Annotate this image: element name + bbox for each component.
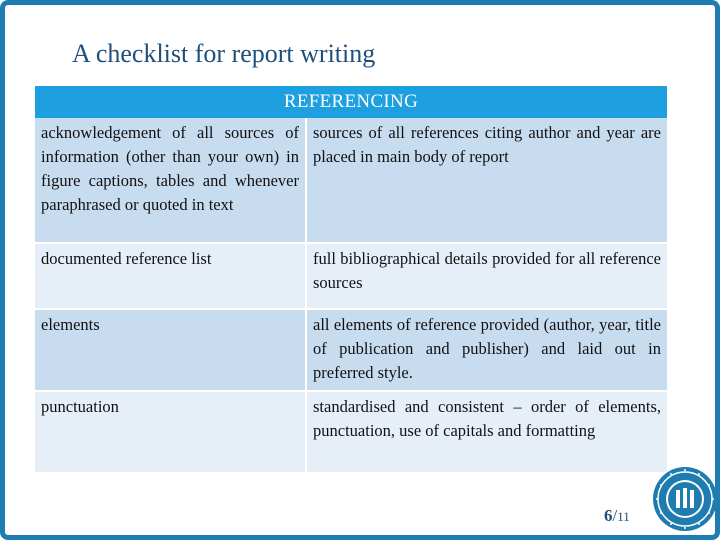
table-row xyxy=(35,310,667,392)
table-header: REFERENCING xyxy=(35,86,667,118)
table-row xyxy=(35,244,667,310)
page-number xyxy=(604,506,630,526)
table-cell-description: sources of all references citing author and year are placed in main body of report xyxy=(313,123,661,166)
page-current: 6 xyxy=(604,506,613,525)
page-separator: / xyxy=(612,506,618,525)
table-cell-description: standardised and consistent – order of elements, punctuation, use of capitals and formatting xyxy=(313,397,661,440)
table-cell-description: all elements of reference provided (author, year, title of publication and publisher) and laid out in preferred style. xyxy=(313,315,661,382)
checklist-table xyxy=(35,86,667,474)
table-cell-description: full bibliographical details provided for all reference sources xyxy=(313,249,661,292)
page-total: 11 xyxy=(617,509,630,524)
table-cell-criterion: acknowledgement of all sources of information (other than your own) in figure captions, tables and whenever paraphrased or quoted in text xyxy=(35,118,307,242)
university-seal-icon xyxy=(652,466,718,532)
table-cell-criterion: documented reference list xyxy=(35,244,307,308)
slide-title: A checklist for report writing xyxy=(72,39,376,68)
table-row xyxy=(35,392,667,474)
table-cell-criterion: punctuation xyxy=(35,392,307,472)
table-cell-criterion: elements xyxy=(35,310,307,390)
table-row xyxy=(35,118,667,244)
